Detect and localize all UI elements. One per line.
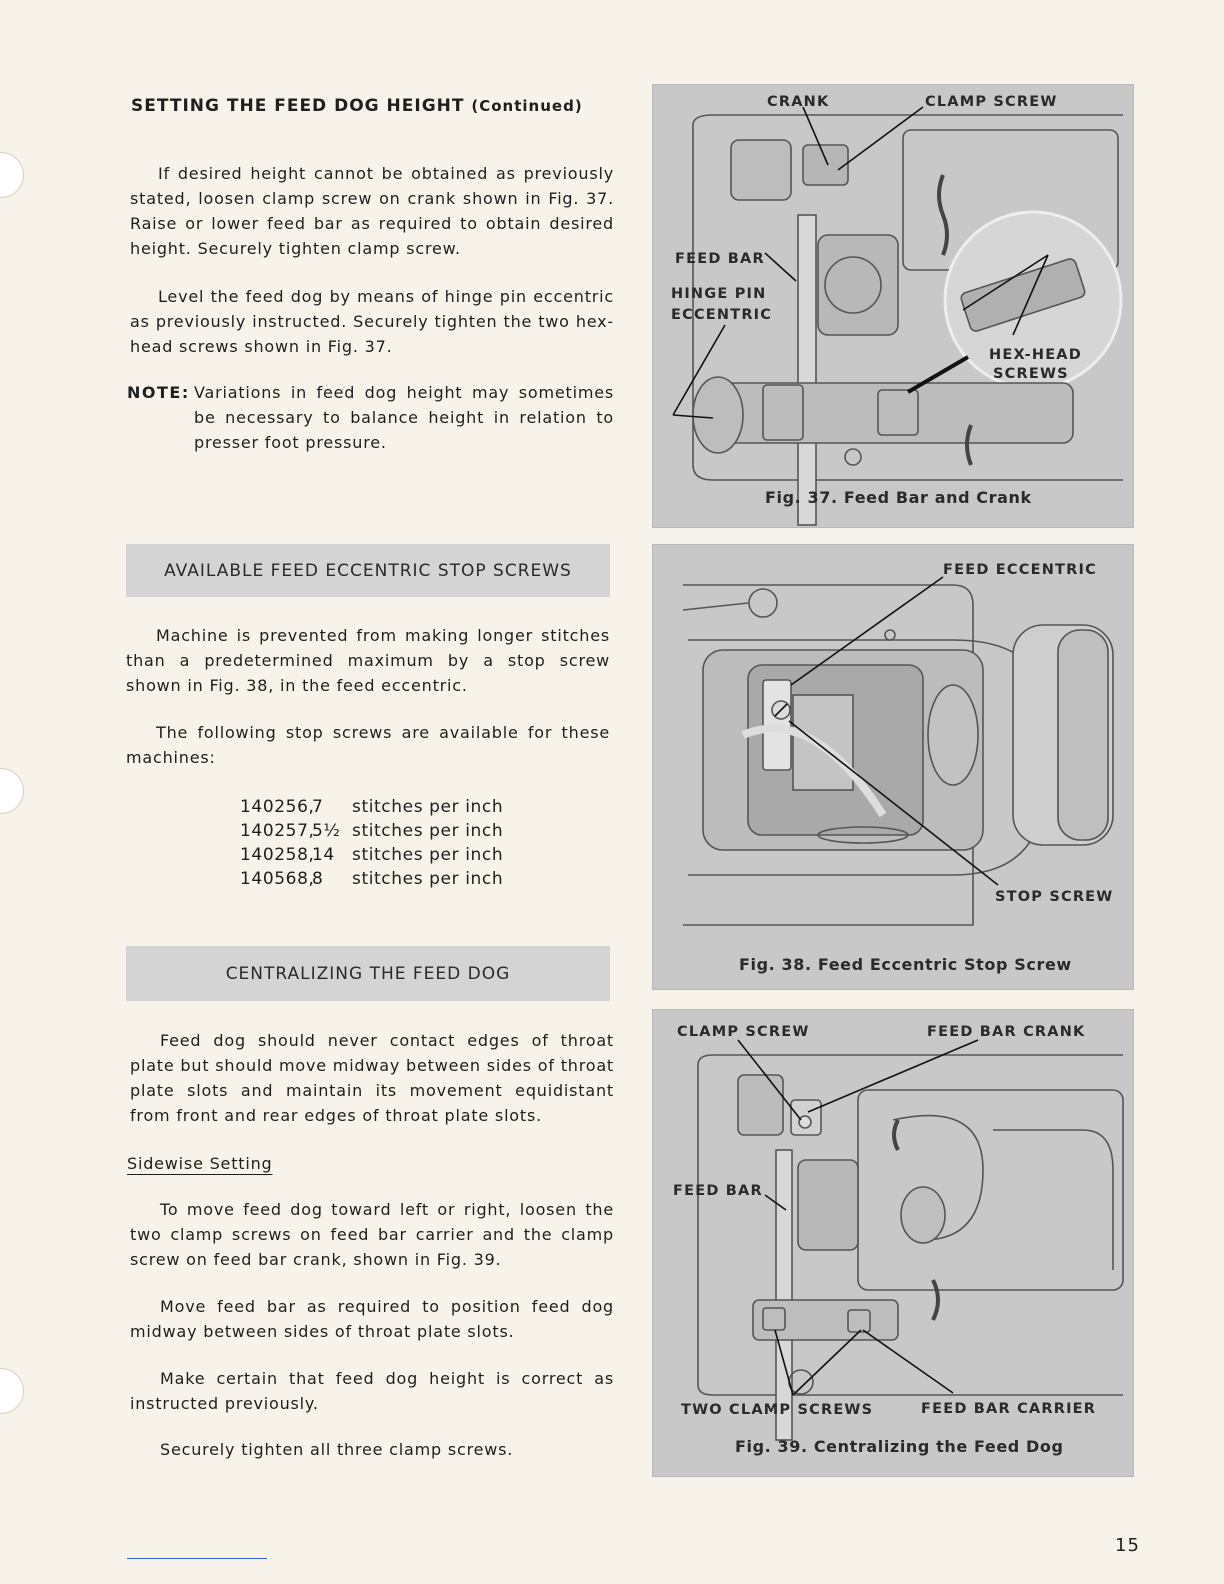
paragraph-clamp-screw: If desired height cannot be obtained as previously stated, loosen clamp screw on crank shown in Fig. 37. Raise or lower feed bar as required to obtain desired height. Securely tighten clamp screw. [130,164,614,258]
label-hex-head: HEX-HEAD [989,347,1082,363]
paragraph-move-feed-dog: To move feed dog toward left or right, loosen the two clamp screws on feed bar carrier and the clamp screw on feed bar crank, shown in Fig. 39. [130,1200,614,1269]
label-feed-bar: FEED BAR [673,1183,763,1199]
label-hinge-pin: HINGE PIN [671,286,767,302]
figure-39 [652,1009,1134,1477]
list-item: 140257, 5½ stitches per inch [240,821,504,841]
figure-37 [652,84,1134,528]
figure-38 [652,544,1134,990]
binder-hole [0,768,24,814]
label-feed-bar-carrier: FEED BAR CARRIER [921,1401,1097,1417]
figure-38-illustration [653,545,1133,989]
label-stop-screw: STOP SCREW [995,889,1114,905]
section-heading-feed-dog-height: SETTING THE FEED DOG HEIGHT (Continued) [131,96,583,116]
label-clamp-screw: CLAMP SCREW [677,1024,810,1040]
label-screws: SCREWS [993,366,1069,382]
paragraph-stop-screw: Machine is prevented from making longer stitches than a predetermined maximum by a stop screw shown in Fig. 38, in the feed eccentric. [126,626,610,695]
stop-screw-list [240,795,503,891]
list-item: 140256, 7 stitches per inch [240,797,504,817]
note-text: Variations in feed dog height may sometimes be necessary to balance height in relation to presser foot pressure. [194,383,614,452]
label-two-clamp-screws: TWO CLAMP SCREWS [681,1402,874,1418]
paragraph-level-feed-dog: Level the feed dog by means of hinge pin eccentric as previously instructed. Securely tighten the two hex-head screws shown in Fig. 37. [130,287,614,356]
figure-39-caption: Fig. 39. Centralizing the Feed Dog [735,1437,1064,1456]
paragraph-tighten: Securely tighten all three clamp screws. [160,1440,514,1459]
subheading-sidewise-setting: Sidewise Setting [127,1154,273,1173]
list-item: 140258, 14 stitches per inch [240,845,504,865]
label-feed-bar: FEED BAR [675,251,765,267]
footer-rule [127,1558,267,1559]
section-band-stop-screws: AVAILABLE FEED ECCENTRIC STOP SCREWS [126,544,610,597]
page-number: 15 [1115,1535,1140,1556]
paragraph-move-feed-bar: Move feed bar as required to position feed dog midway between sides of throat plate slots. [130,1297,614,1341]
label-feed-eccentric: FEED ECCENTRIC [943,562,1097,578]
binder-hole [0,1368,24,1414]
section-band-centralizing: CENTRALIZING THE FEED DOG [126,946,610,1001]
paragraph-feed-dog-contact: Feed dog should never contact edges of throat plate but should move midway between sides of throat plate slots and maintain its movement equidistant from front and rear edges of throat plate slots. [130,1031,614,1125]
binder-hole [0,152,24,198]
label-clamp-screw: CLAMP SCREW [925,94,1058,110]
list-item: 140568, 8 stitches per inch [240,869,504,889]
label-crank: CRANK [767,94,830,110]
label-eccentric: ECCENTRIC [671,307,773,323]
paragraph-available: The following stop screws are available for these machines: [126,723,610,767]
label-feed-bar-crank: FEED BAR CRANK [927,1024,1086,1040]
figure-38-caption: Fig. 38. Feed Eccentric Stop Screw [739,955,1072,974]
note-label: NOTE: [127,383,190,402]
paragraph-height-correct: Make certain that feed dog height is correct as instructed previously. [130,1369,614,1413]
figure-37-caption: Fig. 37. Feed Bar and Crank [765,488,1032,507]
